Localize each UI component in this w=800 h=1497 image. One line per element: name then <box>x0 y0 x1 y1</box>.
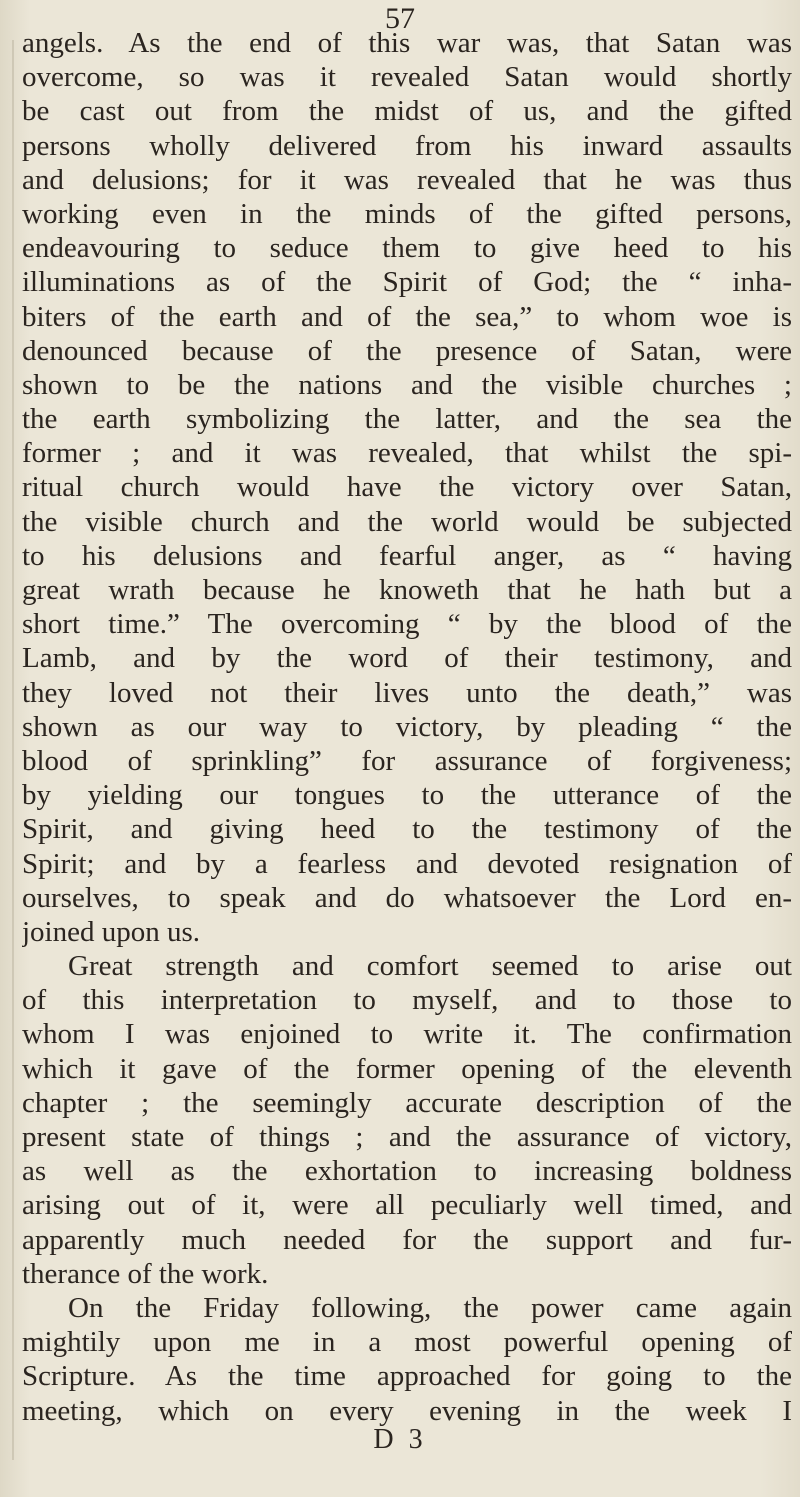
text-line: ritual church would have the victory over Satan, <box>22 471 792 504</box>
page-body-text <box>22 26 792 1428</box>
text-line: overcome, so was it revealed Satan would shortly <box>22 61 792 94</box>
text-line: working even in the minds of the gifted persons, <box>22 197 792 230</box>
text-line: biters of the earth and of the sea,” to whom woe is <box>22 300 792 333</box>
text-line: be cast out from the midst of us, and the gifted <box>22 95 792 128</box>
text-line: as well as the exhortation to increasing boldness <box>22 1155 792 1188</box>
text-line: angels. As the end of this war was, that Satan was <box>22 27 792 59</box>
text-line: shown as our way to victory, by pleading “ the <box>22 710 792 743</box>
text-line: whom I was enjoined to write it. The confirmation <box>22 1018 792 1051</box>
text-line: present state of things ; and the assurance of victory, <box>22 1121 792 1153</box>
text-line: the earth symbolizing the latter, and the sea the <box>22 403 792 436</box>
text-line: Scripture. As the time approached for going to the <box>22 1360 792 1393</box>
text-line: Lamb, and by the word of their testimony, and <box>22 642 792 675</box>
text-line: Spirit, and giving heed to the testimony of the <box>22 813 792 846</box>
text-line: denounced because of the presence of Satan, were <box>22 334 792 367</box>
signature-mark: D 3 <box>373 1424 427 1455</box>
text-line: Spirit; and by a fearless and devoted resignation of <box>22 847 792 880</box>
text-line: great wrath because he knoweth that he hath but a <box>22 574 792 606</box>
text-line: they loved not their lives unto the death,” was <box>22 676 792 709</box>
text-line: blood of sprinkling” for assurance of forgiveness; <box>22 744 792 777</box>
text-line: by yielding our tongues to the utterance of the <box>22 779 792 812</box>
text-line: of this interpretation to myself, and to those to <box>22 984 792 1017</box>
text-line: chapter ; the seemingly accurate description of the <box>22 1086 792 1119</box>
text-line: joined upon us. <box>22 915 201 948</box>
text-line: Great strength and comfort seemed to arise out <box>68 950 792 983</box>
page-edge <box>12 40 14 1460</box>
page-number: 57 <box>385 2 415 35</box>
text-line: On the Friday following, the power came again <box>68 1291 792 1324</box>
text-line: mightily upon me in a most powerful opening of <box>22 1326 792 1359</box>
text-line: endeavouring to seduce them to give heed to his <box>22 232 792 265</box>
text-line: which it gave of the former opening of the eleventh <box>22 1052 792 1085</box>
text-line: meeting, which on every evening in the week I <box>22 1394 792 1427</box>
text-line: shown to be the nations and the visible churches ; <box>22 368 792 401</box>
text-line: persons wholly delivered from his inward assaults <box>22 129 792 162</box>
text-line: and delusions; for it was revealed that he was thus <box>22 163 792 196</box>
text-line: the visible church and the world would be subjected <box>22 505 792 538</box>
text-line: illuminations as of the Spirit of God; the “ inha- <box>22 266 792 299</box>
text-line: therance of the work. <box>22 1257 269 1290</box>
text-line: short time.” The overcoming “ by the blood of the <box>22 608 792 641</box>
text-line: to his delusions and fearful anger, as “ having <box>22 539 792 572</box>
text-line: arising out of it, were all peculiarly well timed, and <box>22 1189 792 1222</box>
text-line: ourselves, to speak and do whatsoever the Lord en- <box>22 881 792 914</box>
text-line: former ; and it was revealed, that whilst the spi- <box>22 437 792 470</box>
text-line: apparently much needed for the support and fur- <box>22 1223 792 1256</box>
